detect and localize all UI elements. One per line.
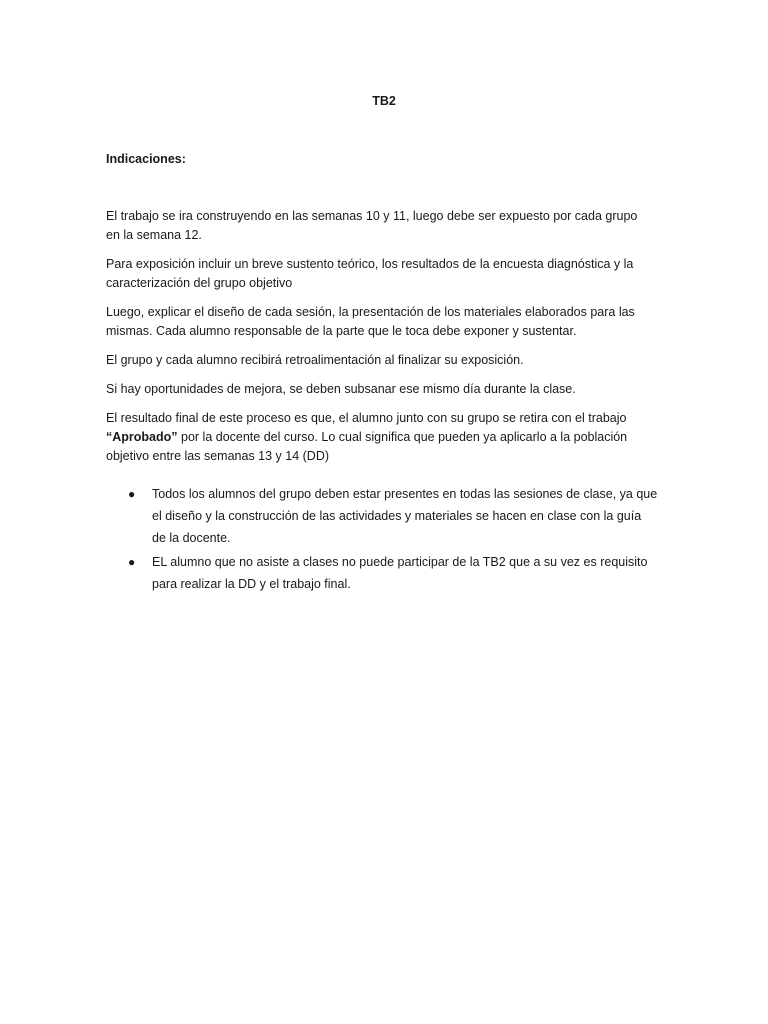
result-text-start: El resultado final de este proceso es que, el alumno junto con su grupo se retira con el trabajo — [106, 411, 627, 425]
paragraph-exposition-content: Para exposición incluir un breve sustento teórico, los resultados de la encuesta diagnóstica y la caracterización del grupo objetivo — [106, 257, 634, 290]
bullet-icon: ● — [128, 487, 136, 501]
list-item — [128, 551, 658, 595]
paragraph-schedule: El trabajo se ira construyendo en las semanas 10 y 11, luego debe ser expuesto por cada grupo en la semana 12. — [106, 209, 638, 242]
list-item-text: Todos los alumnos del grupo deben estar presentes en todas las sesiones de clase, ya que el diseño y la construcción de las actividades y materiales se hacen en clase con la guía de la docente. — [152, 487, 658, 545]
section-heading-indicaciones: Indicaciones: — [106, 152, 186, 166]
paragraph-feedback: El grupo y cada alumno recibirá retroalimentación al finalizar su exposición. — [106, 353, 524, 367]
list-item — [128, 483, 658, 549]
paragraph-improvements: Si hay oportunidades de mejora, se deben subsanar ese mismo día durante la clase. — [106, 382, 576, 396]
paragraph-session-design: Luego, explicar el diseño de cada sesión, la presentación de los materiales elaborados para las mismas. Cada alumno responsable de la parte que le toca debe exponer y sustentar. — [106, 305, 635, 338]
document-title: TB2 — [372, 94, 396, 108]
document-body — [106, 207, 646, 476]
result-text-end: por la docente del curso. Lo cual significa que pueden ya aplicarlo a la población objetivo entre las semanas 13 y 14 (DD) — [106, 430, 628, 463]
list-item-text: EL alumno que no asiste a clases no puede participar de la TB2 que a su vez es requisito para realizar la DD y el trabajo final. — [152, 555, 648, 591]
paragraph-result — [106, 409, 646, 466]
requirements-list — [128, 483, 658, 597]
approved-label: “Aprobado” — [106, 430, 178, 444]
bullet-icon: ● — [128, 555, 136, 569]
